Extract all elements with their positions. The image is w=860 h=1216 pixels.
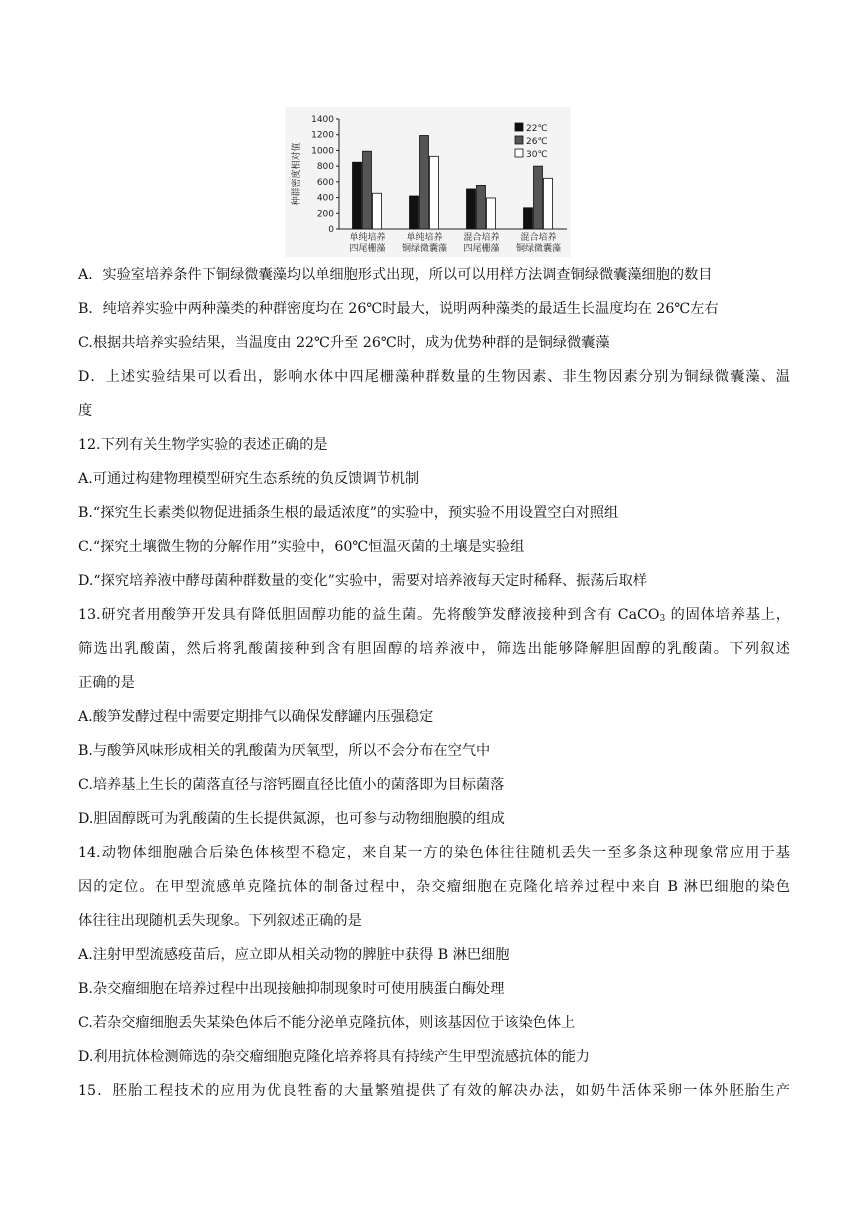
text-line: 度 — [78, 403, 93, 419]
text-line: D.胆固醇既可为乳酸菌的生长提供氮源，也可参与动物细胞膜的组成 — [78, 811, 505, 827]
y-tick-label: 200 — [316, 209, 334, 220]
x-category-label: 四尾栅藻 — [349, 244, 386, 254]
bar-3-2 — [544, 178, 553, 229]
text-line: C.“探究土壤微生物的分解作用”实验中，60℃恒温灭菌的土壤是实验组 — [78, 539, 525, 555]
text-line: A.注射甲型流感疫苗后，应立即从相关动物的脾脏中获得 B 淋巴细胞 — [78, 947, 510, 963]
y-tick-label: 0 — [328, 225, 334, 235]
bar-2-1 — [477, 185, 486, 229]
y-axis-label: 种群密度相对值 — [292, 142, 302, 206]
line-segment: 13.研究者用酸笋开发具有降低胆固醇功能的益生菌。先将酸笋发酵液接种到含有 CaCO — [78, 607, 660, 623]
bar-3-1 — [534, 166, 543, 229]
population-density-bar-chart — [285, 107, 571, 257]
text-line: 正确的是 — [78, 675, 135, 691]
bar-0-0 — [353, 162, 362, 229]
text-line: C.培养基上生长的菌落直径与溶钙圈直径比值小的菌落即为目标菌落 — [78, 777, 505, 793]
text-line: D.“探究培养液中酵母菌种群数量的变化”实验中，需要对培养液每天定时稀释、振荡后取样 — [78, 573, 648, 589]
x-category-label: 单纯培养 — [349, 233, 386, 243]
line-segment: 的固体培养基上， — [665, 607, 790, 623]
text-line: B.与酸笋风味形成相关的乳酸菌为厌氧型，所以不会分布在空气中 — [78, 743, 491, 759]
text-line: 15．胚胎工程技术的应用为优良牲畜的大量繁殖提供了有效的解决办法，如奶牛活体采卵一体外胚胎生产 — [78, 1083, 790, 1099]
legend-swatch — [515, 136, 523, 144]
y-tick-label: 400 — [316, 193, 334, 204]
legend-label: 30℃ — [526, 150, 548, 160]
bar-1-1 — [420, 136, 429, 230]
bar-2-2 — [487, 198, 496, 229]
text-line: A.可通过构建物理模型研究生态系统的负反馈调节机制 — [78, 471, 420, 487]
y-tick-label: 600 — [316, 177, 334, 188]
legend — [515, 123, 548, 160]
text-line: 筛选出乳酸菌，然后将乳酸菌接种到含有胆固醇的培养液中，筛选出能够降解胆固醇的乳酸菌。下列叙述 — [78, 641, 790, 657]
legend-label: 22℃ — [526, 124, 548, 134]
text-line: 体往往出现随机丢失现象。下列叙述正确的是 — [78, 913, 362, 929]
text-line: C.根据共培养实验结果，当温度由 22℃升至 26℃时，成为优势种群的是铜绿微囊藻 — [78, 335, 610, 351]
x-category-label: 混合培养 — [463, 233, 500, 243]
y-tick-label: 800 — [316, 162, 334, 173]
y-tick-label: 1200 — [311, 130, 334, 141]
legend-label: 26℃ — [526, 137, 548, 147]
text-line: D．上述实验结果可以看出，影响水体中四尾栅藻种群数量的生物因素、非生物因素分别为铜绿微囊藻、温 — [78, 369, 790, 385]
text-line: 因的定位。在甲型流感单克隆抗体的制备过程中，杂交瘤细胞在克隆化培养过程中来自 B 淋巴细胞的染色 — [78, 879, 790, 895]
x-category-label: 混合培养 — [520, 233, 557, 243]
bar-2-0 — [467, 189, 476, 229]
bar-3-0 — [524, 208, 533, 229]
text-line — [78, 606, 790, 640]
y-tick-label: 1400 — [311, 115, 334, 125]
text-line: B.杂交瘤细胞在培养过程中出现接触抑制现象时可使用胰蛋白酶处理 — [78, 981, 505, 997]
x-category-label: 单纯培养 — [406, 233, 443, 243]
bar-1-0 — [410, 196, 419, 229]
text-line: C.若杂交瘤细胞丢失某染色体后不能分泌单克隆抗体，则该基因位于该染色体上 — [78, 1015, 576, 1031]
bar-0-1 — [363, 151, 372, 229]
question-text — [78, 266, 790, 1116]
text-line: D.利用抗体检测筛选的杂交瘤细胞克隆化培养将具有持续产生甲型流感抗体的能力 — [78, 1049, 590, 1065]
legend-swatch — [515, 123, 523, 131]
x-category-label: 四尾栅藻 — [463, 244, 500, 254]
x-category-label: 铜绿微囊藻 — [515, 244, 562, 254]
x-category-label: 铜绿微囊藻 — [401, 244, 448, 254]
subscript: 3 — [659, 614, 666, 624]
text-line: B.“探究生长素类似物促进插条生根的最适浓度”的实验中，预实验不用设置空白对照组 — [78, 505, 619, 521]
text-line: A.酸笋发酵过程中需要定期排气以确保发酵罐内压强稳定 — [78, 709, 434, 725]
text-line: B．纯培养实验中两种藻类的种群密度均在 26℃时最大，说明两种藻类的最适生长温度均在 26℃左右 — [78, 301, 719, 317]
y-tick-label: 1000 — [311, 146, 334, 157]
bar-0-2 — [373, 193, 382, 229]
text-line: 12.下列有关生物学实验的表述正确的是 — [78, 437, 328, 453]
legend-swatch — [515, 149, 523, 157]
text-line: 14.动物体细胞融合后染色体核型不稳定，来自某一方的染色体往往随机丢失一至多条这种现象常应用于基 — [78, 845, 790, 861]
bar-1-2 — [430, 156, 439, 229]
text-line: A．实验室培养条件下铜绿微囊藻均以单细胞形式出现，所以可以用样方法调查铜绿微囊藻细胞的数目 — [78, 267, 713, 283]
